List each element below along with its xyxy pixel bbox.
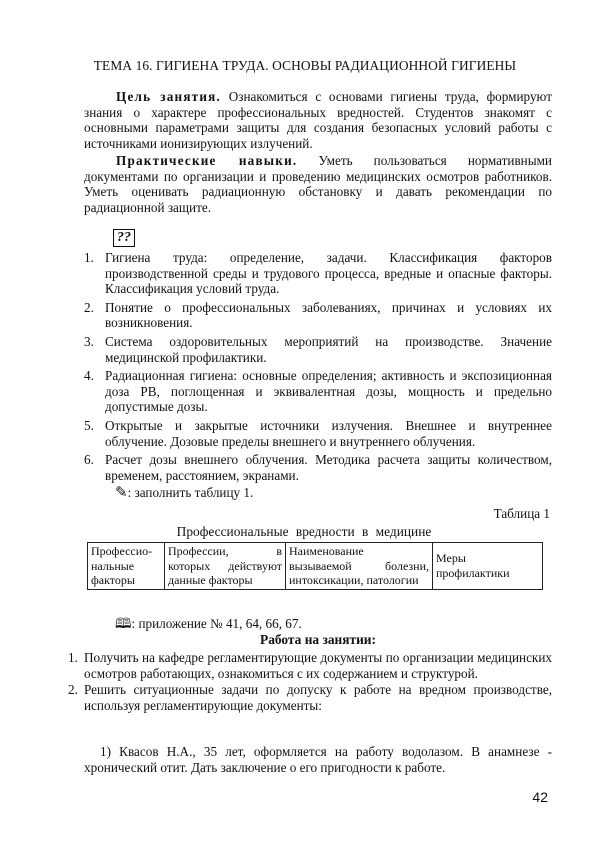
questions-mark-icon: ?? xyxy=(113,229,135,247)
table-number: Таблица 1 xyxy=(493,506,550,521)
table-row xyxy=(88,543,543,590)
goal-label: Цель занятия. xyxy=(116,89,221,104)
list-item: 1. Получить на кафедре регламентирующие документы по организации медицинских осмотров работающих, ознакомиться с их содержанием и структурой. xyxy=(68,650,552,681)
book-icon: 🕮 xyxy=(115,617,132,632)
page-title: ТЕМА 16. ГИГИЕНА ТРУДА. ОСНОВЫ РАДИАЦИОННОЙ ГИГИЕНЫ xyxy=(93,58,517,73)
table-header-cell: Меры профилактики xyxy=(433,543,543,590)
questions-list xyxy=(84,250,552,486)
skills-paragraph xyxy=(84,153,552,215)
list-item: 3. Система оздоровительных мероприятий на производстве. Значение медицинской профилактики. xyxy=(84,333,552,365)
skills-text: Уметь пользоваться нормативными документами по организации и проведению медицинских осмотров работников. Уметь оценивать радиационную обстановку и давать рекомендации по радиационной защите. xyxy=(84,153,552,215)
goal-paragraph xyxy=(84,89,552,151)
work-title: Работа на занятии: xyxy=(260,632,376,647)
list-item: 2. Решить ситуационные задачи по допуску к работе на вредном производстве, используя регламентирующие документы: xyxy=(68,682,552,713)
list-item: 2. Понятие о профессиональных заболеваниях, причинах и условиях их возникновения. xyxy=(84,299,552,331)
task-note xyxy=(115,483,253,502)
list-item: 6. Расчет дозы внешнего облучения. Методика расчета защиты количеством, временем, расстоянием, экранами. xyxy=(84,452,552,483)
page-number: 42 xyxy=(532,789,548,805)
table-caption: Профессиональные вредности в медицине xyxy=(176,524,432,539)
pencil-icon: ✎ xyxy=(115,485,128,501)
task-note-text: : заполнить таблицу 1. xyxy=(127,485,254,500)
list-item: 1. Гигиена труда: определение, задачи. Классификация факторов производственной среды и трудового процесса, вредные и опасные факторы. Классификация условий труда. xyxy=(84,250,552,297)
case-task: 1) Квасов Н.А., 35 лет, оформляется на работу водолазом. В анамнезе - хронический отит. Дать заключение о его пригодности к работе. xyxy=(84,744,552,775)
table-header-cell: Профессио-нальные факторы xyxy=(88,543,165,590)
reference-text: : приложение № 41, 64, 66, 67. xyxy=(131,616,302,631)
goal-text: Ознакомиться с основами гигиены труда, формируют знания о характере профессиональных вредностей. Студентов знакомят с основными параметрами защиты для создания безопасных условий работы с источниками ионизирующих излучений. xyxy=(84,89,552,151)
table-header-cell: Наименование вызываемой болезни, интоксикации, патологии xyxy=(286,543,433,590)
list-item: 5. Открытые и закрытые источники излучения. Внешнее и внутреннее облучение. Дозовые пределы внешнего и внутреннего облучения. xyxy=(84,417,552,449)
table-header-cell: Профессии, в которых действуют данные факторы xyxy=(165,543,286,590)
skills-label: Практические навыки. xyxy=(116,153,298,168)
hazards-table xyxy=(87,542,543,590)
work-list xyxy=(68,650,552,714)
list-item: 4. Радиационная гигиена: основные определения; активность и экспозиционная доза РВ, поглощенная и эквивалентная дозы, мощность и предельно допустимые дозы. xyxy=(84,368,552,415)
